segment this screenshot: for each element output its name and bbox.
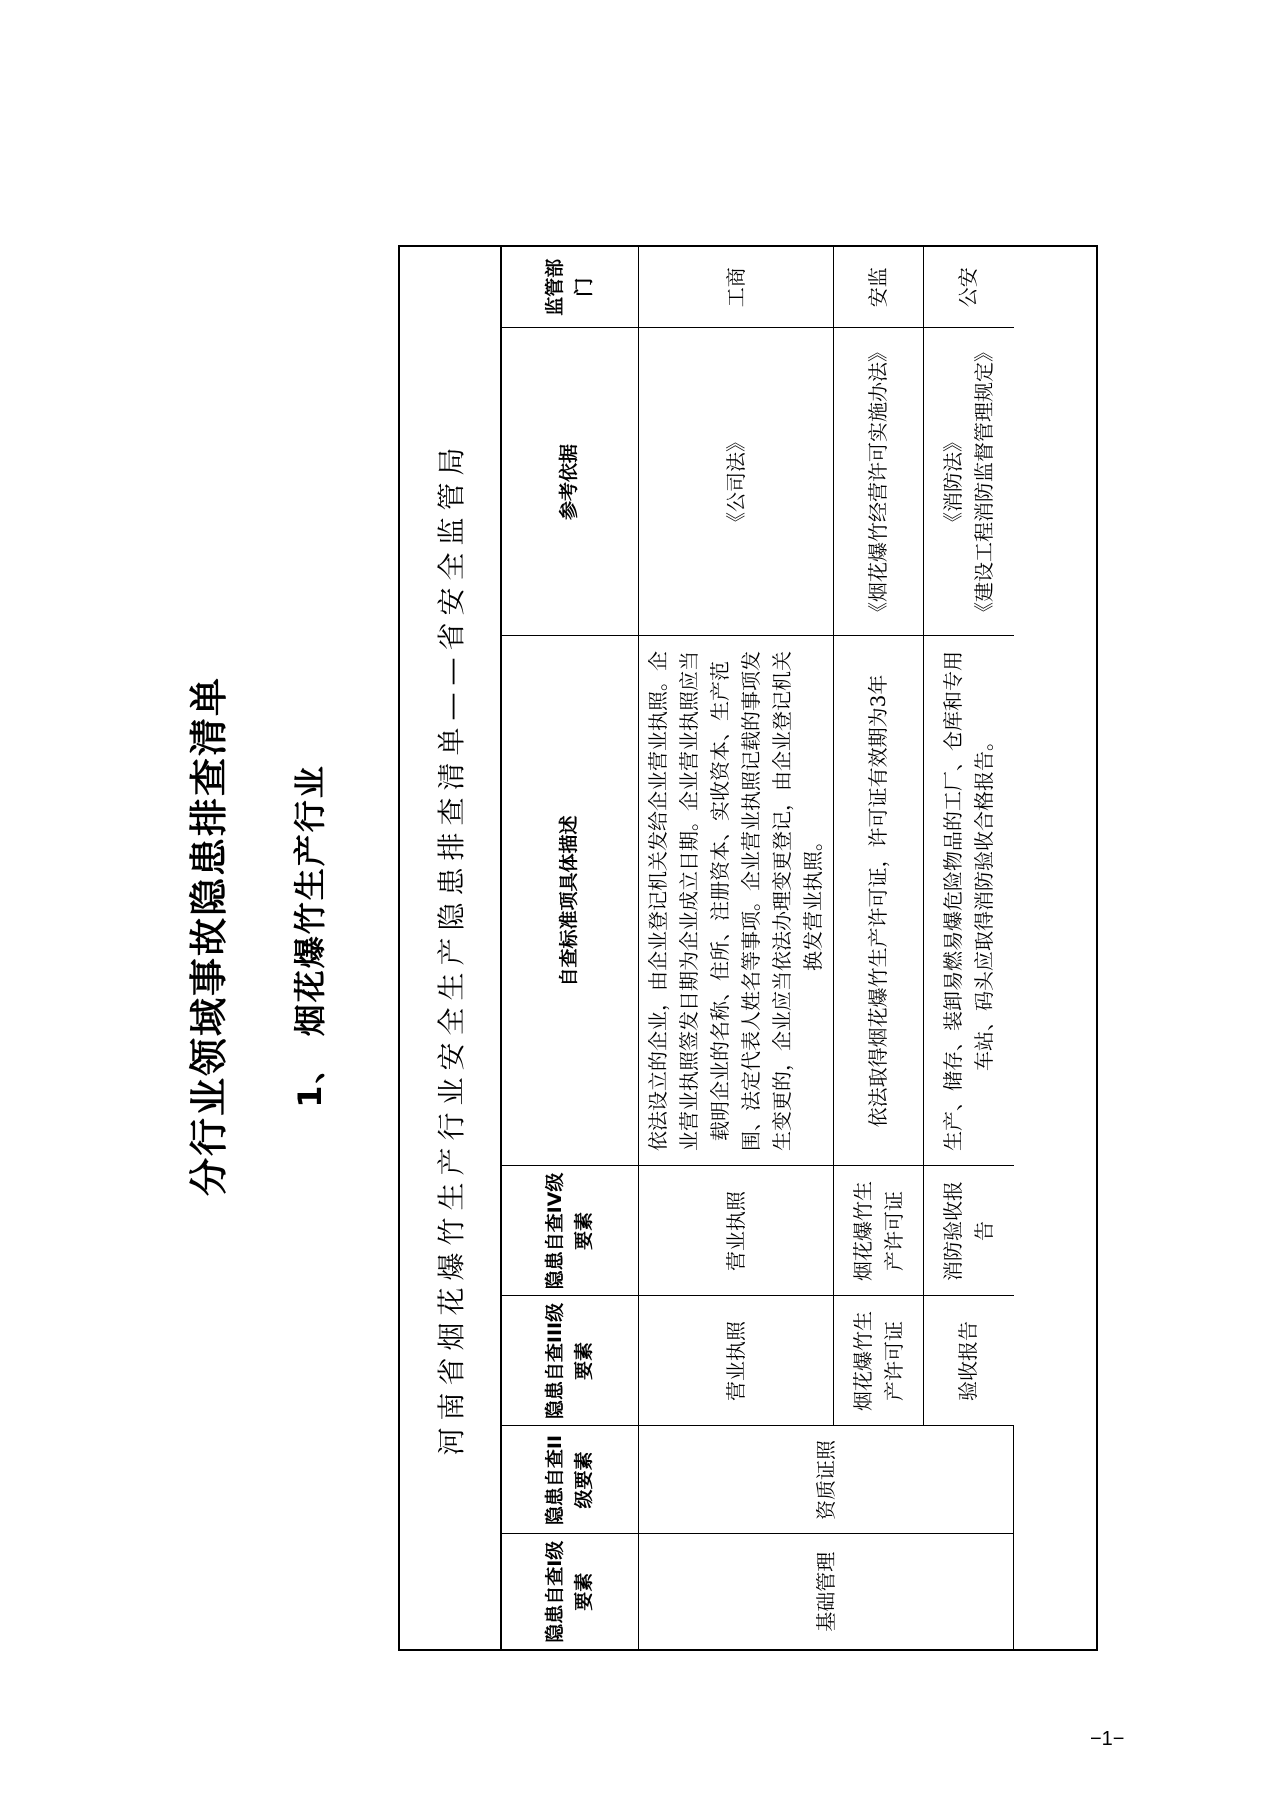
- row-level4: 营业执照: [639, 1166, 834, 1296]
- row-level4: 消防验收报告: [924, 1166, 1014, 1296]
- table-row: [639, 247, 834, 1649]
- row-level3: 营业执照: [639, 1296, 834, 1426]
- row-basis: 《烟花爆竹经营许可实施办法》: [834, 328, 924, 636]
- rotated-page-content: [0, 186, 1100, 1686]
- header-basis: 参考依据: [502, 328, 639, 636]
- table-header-row: [502, 247, 639, 1649]
- header-level1: 隐患自查I级要素: [502, 1534, 639, 1649]
- row-department: 安监: [834, 247, 924, 328]
- page-number: −1−: [1090, 1728, 1125, 1750]
- row-basis: 《消防法》 《建设工程消防监督管理规定》: [924, 328, 1014, 636]
- row-level4: 烟花爆竹生产许可证: [834, 1166, 924, 1296]
- section-title: 1、 烟花爆竹生产行业: [291, 764, 329, 1108]
- row-basis: 《公司法》: [639, 328, 834, 636]
- row-department: 工商: [639, 247, 834, 328]
- header-level3: 隐患自查III级要素: [502, 1296, 639, 1426]
- row-level3: 验收报告: [924, 1296, 1014, 1426]
- table-caption: 河南省烟花爆竹生产行业安全生产隐患排查清单——省安全监管局: [400, 247, 502, 1649]
- row-level3: 烟花爆竹生产许可证: [834, 1296, 924, 1426]
- checklist-table: [502, 247, 1014, 1649]
- document-title: 分行业领域事故隐患排查清单: [187, 676, 231, 1197]
- header-level4: 隐患自查IV级要素: [502, 1166, 639, 1296]
- group-level2: 资质证照: [639, 1426, 1014, 1534]
- row-description: 依法取得烟花爆竹生产许可证，许可证有效期为3年: [834, 636, 924, 1166]
- checklist-table-container: [398, 245, 1098, 1651]
- header-description: 自查标准项具体描述: [502, 636, 639, 1166]
- row-description: 生产、储存、装卸易燃易爆危险物品的工厂、仓库和专用车站、码头应取得消防验收合格报告。: [924, 636, 1014, 1166]
- header-level2: 隐患自查II级要素: [502, 1426, 639, 1534]
- header-department: 监管部门: [502, 247, 639, 328]
- row-description: 依法设立的企业，由企业登记机关发给企业营业执照。企业营业执照签发日期为企业成立日期。企业营业执照应当载明企业的名称、住所、注册资本、实收资本、生产范围、法定代表人姓名等事项。企业营业执照记载的事项发生变更的，企业应当依法办理变更登记，由企业登记机关换发营业执照。: [639, 636, 834, 1166]
- group-level1: 基础管理: [639, 1534, 1014, 1649]
- row-department: 公安: [924, 247, 1014, 328]
